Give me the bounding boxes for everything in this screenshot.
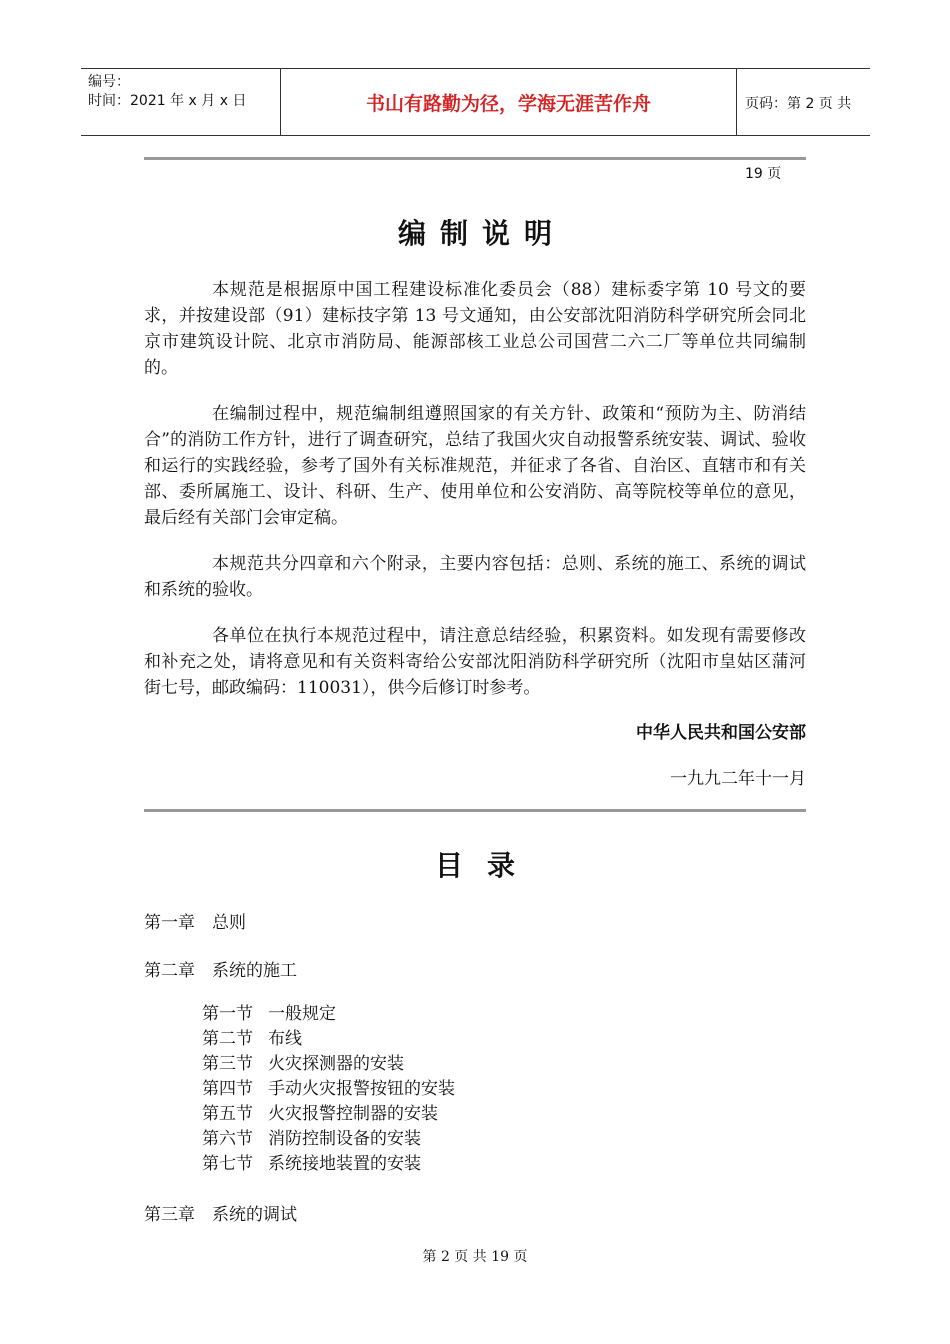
preface-body <box>144 277 806 721</box>
preface-paragraph-2: 在编制过程中，规范编制组遵照国家的有关方针、政策和“预防为主、防消结合”的消防工作方针，进行了调查研究，总结了我国火灾自动报警系统安装、调试、验收和运行的实践经验，参考了国外有关标准规范，并征求了各省、自治区、直辖市和有关部、委所属施工、设计、科研、生产、使用单位和公安消防、高等院校等单位的意见，最后经有关部门会审定稿。 <box>144 404 806 528</box>
toc-section <box>202 1102 455 1127</box>
toc-chapter-1 <box>144 908 246 933</box>
preface-paragraph-4: 各单位在执行本规范过程中，请注意总结经验，积累资料。如发现有需要修改和补充之处，请将意见和有关资料寄给公安部沈阳消防科学研究所（沈阳市皇姑区蒲河街七号，邮政编码：110031），供今后修订时参考。 <box>144 626 806 698</box>
toc-section <box>202 1127 455 1152</box>
section-name: 手动火灾报警按钮的安装 <box>268 1079 455 1099</box>
chapter-number: 第三章 <box>144 1205 195 1225</box>
signature-date: 一九九二年十一月 <box>670 769 806 789</box>
section-name: 消防控制设备的安装 <box>268 1129 421 1149</box>
section-number: 第七节 <box>202 1154 253 1174</box>
toc-section <box>202 1002 455 1027</box>
preface-title: 编制说明 <box>397 217 566 250</box>
preface-paragraph-3: 本规范共分四章和六个附录，主要内容包括：总则、系统的施工、系统的调试和系统的验收。 <box>144 554 806 600</box>
preface-paragraph-1: 本规范是根据原中国工程建设标准化委员会（88）建标委字第 10 号文的要求，并按建设部（91）建标技字第 13 号文通知，由公安部沈阳消防科学研究所会同北京市建筑设计院、北京市消防局、能源部核工业总公司国营二六二厂等单位共同编制的。 <box>144 280 806 378</box>
toc-section <box>202 1027 455 1052</box>
divider-middle <box>144 809 806 812</box>
section-number: 第三节 <box>202 1054 253 1074</box>
toc-chapter-3 <box>144 1200 297 1225</box>
toc-sections <box>202 1002 455 1177</box>
section-number: 第六节 <box>202 1129 253 1149</box>
chapter-name: 系统的调试 <box>212 1205 297 1225</box>
header-page-info: 页码：第 2 页 共 19 页 <box>745 96 852 182</box>
toc-title: 目录 <box>434 849 539 882</box>
header-motto: 书山有路勤为径，学海无涯苦作舟 <box>281 69 737 135</box>
time-label: 时间：2021 年 x 月 x 日 <box>88 93 247 109</box>
section-name: 火灾报警控制器的安装 <box>268 1104 438 1124</box>
chapter-name: 系统的施工 <box>212 961 297 981</box>
chapter-number: 第二章 <box>144 961 195 981</box>
number-label: 编号： <box>88 74 130 90</box>
section-number: 第一节 <box>202 1004 253 1024</box>
section-number: 第五节 <box>202 1104 253 1124</box>
section-name: 火灾探测器的安装 <box>268 1054 404 1074</box>
section-number: 第二节 <box>202 1029 253 1049</box>
document-header <box>81 68 870 182</box>
divider-top <box>144 157 806 160</box>
chapter-name: 总则 <box>212 913 246 933</box>
toc-chapter-2 <box>144 956 297 981</box>
toc-section <box>202 1152 455 1177</box>
header-meta <box>81 69 281 135</box>
chapter-number: 第一章 <box>144 913 195 933</box>
section-name: 系统接地装置的安装 <box>268 1154 421 1174</box>
section-name: 一般规定 <box>268 1004 336 1024</box>
page-footer: 第 2 页 共 19 页 <box>422 1249 528 1265</box>
signature-org: 中华人民共和国公安部 <box>636 723 806 743</box>
toc-section <box>202 1052 455 1077</box>
section-number: 第四节 <box>202 1079 253 1099</box>
section-name: 布线 <box>268 1029 302 1049</box>
toc-section <box>202 1077 455 1102</box>
